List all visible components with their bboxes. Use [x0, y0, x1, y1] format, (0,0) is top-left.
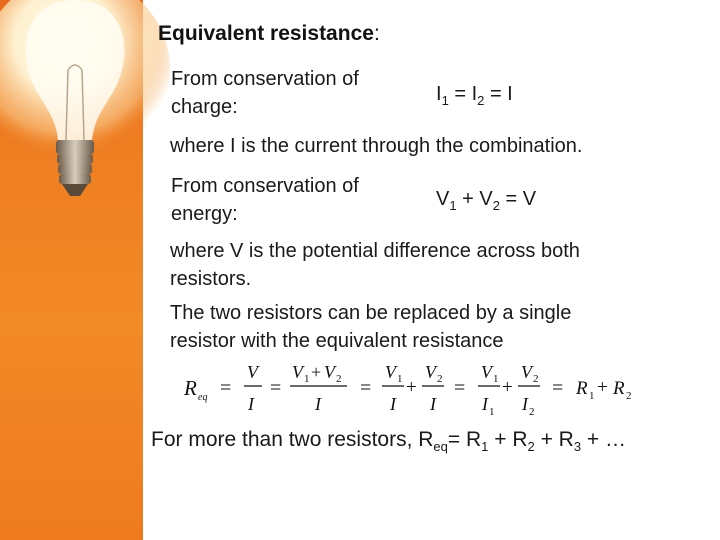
svg-text:I: I	[430, 394, 436, 414]
charge-label: From conservation of charge:	[171, 68, 359, 118]
svg-text:2: 2	[336, 373, 342, 385]
svg-text:eq: eq	[198, 392, 208, 403]
energy-label: From conservation of energy:	[171, 175, 359, 225]
svg-text:I: I	[315, 394, 321, 414]
svg-text:V: V	[324, 362, 335, 382]
svg-text:=: =	[454, 377, 466, 399]
svg-text:2: 2	[533, 373, 539, 385]
svg-text:2: 2	[529, 406, 535, 418]
svg-text:1: 1	[397, 373, 403, 385]
voltage-note: where V is the potential difference across both resistors.	[170, 240, 580, 290]
svg-text:I: I	[248, 394, 254, 414]
svg-text:R: R	[576, 378, 588, 399]
replacement-note: The two resistors can be replaced by a single resistor with the equivalent resistance	[170, 302, 572, 352]
svg-text:1: 1	[589, 390, 595, 402]
svg-text:V: V	[247, 362, 258, 382]
svg-text:I: I	[390, 394, 396, 414]
svg-text:=: =	[270, 377, 282, 399]
svg-text:=: =	[552, 377, 564, 399]
svg-text:R: R	[613, 378, 625, 399]
svg-text:1: 1	[304, 373, 310, 385]
svg-text:V: V	[481, 362, 492, 382]
svg-text:+: +	[311, 362, 322, 382]
svg-text:1: 1	[489, 406, 495, 418]
svg-text:+: +	[597, 377, 608, 398]
svg-text:=: =	[360, 377, 372, 399]
svg-text:+: +	[406, 377, 417, 398]
light-bulb-icon	[0, 0, 170, 230]
svg-text:I: I	[522, 394, 528, 414]
svg-text:V: V	[425, 362, 436, 382]
svg-text:2: 2	[437, 373, 443, 385]
svg-text:+: +	[502, 377, 513, 398]
svg-text:V: V	[521, 362, 532, 382]
page-title: Equivalent resistance:	[158, 22, 380, 45]
svg-text:2: 2	[626, 390, 632, 402]
equivalent-resistance-formula	[182, 360, 642, 422]
multi-resistor-note: For more than two resistors, $R_{eq}= R_1 + R_2 + R_3$ + …	[151, 428, 627, 454]
current-equation: $I_1 = I_2 = I$	[436, 83, 513, 108]
svg-text:I: I	[482, 394, 488, 414]
svg-text:V: V	[385, 362, 396, 382]
svg-text:R: R	[184, 376, 197, 400]
current-note: where I is the current through the combination.	[170, 135, 583, 157]
svg-text:V: V	[292, 362, 303, 382]
voltage-equation: $V_1 + V_2 = V$	[436, 188, 537, 213]
svg-text:=: =	[220, 377, 232, 399]
svg-text:1: 1	[493, 373, 499, 385]
